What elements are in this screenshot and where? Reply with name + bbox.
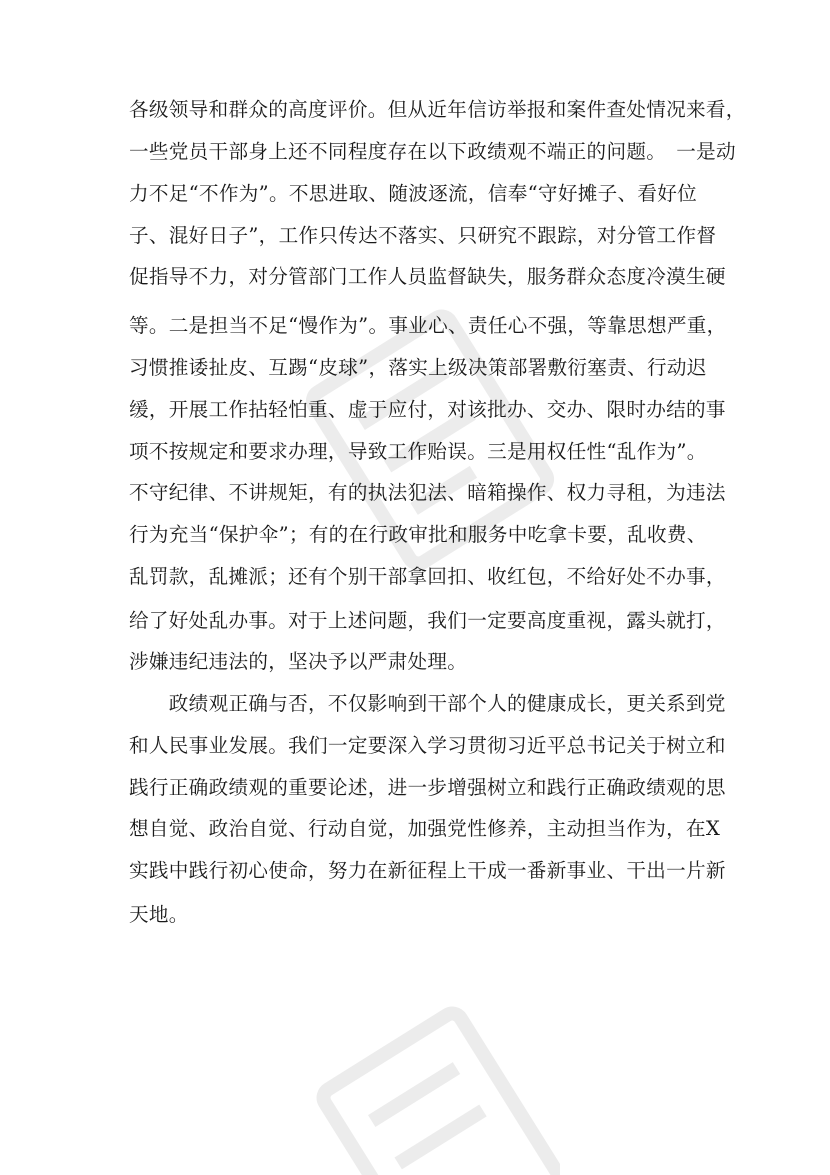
text-line-20: 天地。 bbox=[129, 903, 189, 926]
text-line-3: 力不足“不作为”。不思进取、随波逐流，信奉“守好摊子、看好位 bbox=[129, 182, 698, 205]
text-line-7: 习惯推诿扯皮、互踢“皮球”，落实上级决策部署敷衍塞责、行动迟 bbox=[129, 356, 707, 379]
text-line-10: 不守纪律、不讲规矩，有的执法犯法、暗箱操作、权力寻租，为违法 bbox=[129, 481, 726, 504]
text-line-4: 子、混好日子”，工作只传达不落实、只研究不跟踪，对分管工作督 bbox=[129, 224, 717, 247]
text-line-5: 促指导不力，对分管部门工作人员监督缺失，服务群众态度冷漠生硬 bbox=[129, 265, 726, 288]
text-line-18: 想自觉、政治自觉、行动自觉，加强党性修养，主动担当作为，在X bbox=[129, 817, 721, 840]
text-line-8: 缓，开展工作拈轻怕重、虚于应付，对该批办、交办、限时办结的事 bbox=[129, 398, 726, 421]
text-line-2: 一些党员干部身上还不同程度存在以下政绩观不端正的问题。 一是动 bbox=[129, 140, 736, 163]
text-line-19: 实践中践行初心使命，努力在新征程上干成一番新事业、干出一片新 bbox=[129, 859, 726, 882]
text-line-6: 等。二是担当不足“慢作为”。事业心、责任心不强，等靠思想严重， bbox=[129, 314, 727, 337]
text-line-13: 给了好处乱办事。对于上述问题，我们一定要高度重视，露头就打， bbox=[129, 609, 726, 632]
text-line-16: 和人民事业发展。我们一定要深入学习贯彻习近平总书记关于树立和 bbox=[129, 734, 726, 757]
text-line-1: 各级领导和群众的高度评价。但从近年信访举报和案件查处情况来看， bbox=[129, 98, 746, 121]
text-line-17: 践行正确政绩观的重要论述，进一步增强树立和践行正确政绩观的思 bbox=[129, 776, 726, 799]
text-line-9: 项不按规定和要求办理，导致工作贻误。三是用权任性“乱作为”。 bbox=[129, 440, 707, 463]
text-line-14: 涉嫌违纪违法的，坚决予以严肃处理。 bbox=[129, 650, 468, 673]
text-line-11: 行为充当“保护伞”；有的在行政审批和服务中吃拿卡要，乱收费、 bbox=[129, 523, 707, 546]
text-line-15: 政绩观正确与否，不仅影响到干部个人的健康成长，更关系到党 bbox=[129, 692, 726, 715]
text-line-12: 乱罚款，乱摊派；还有个别干部拿回扣、收红包，不给好处不办事， bbox=[129, 565, 726, 588]
watermark-logo-bottom bbox=[300, 1000, 560, 1175]
